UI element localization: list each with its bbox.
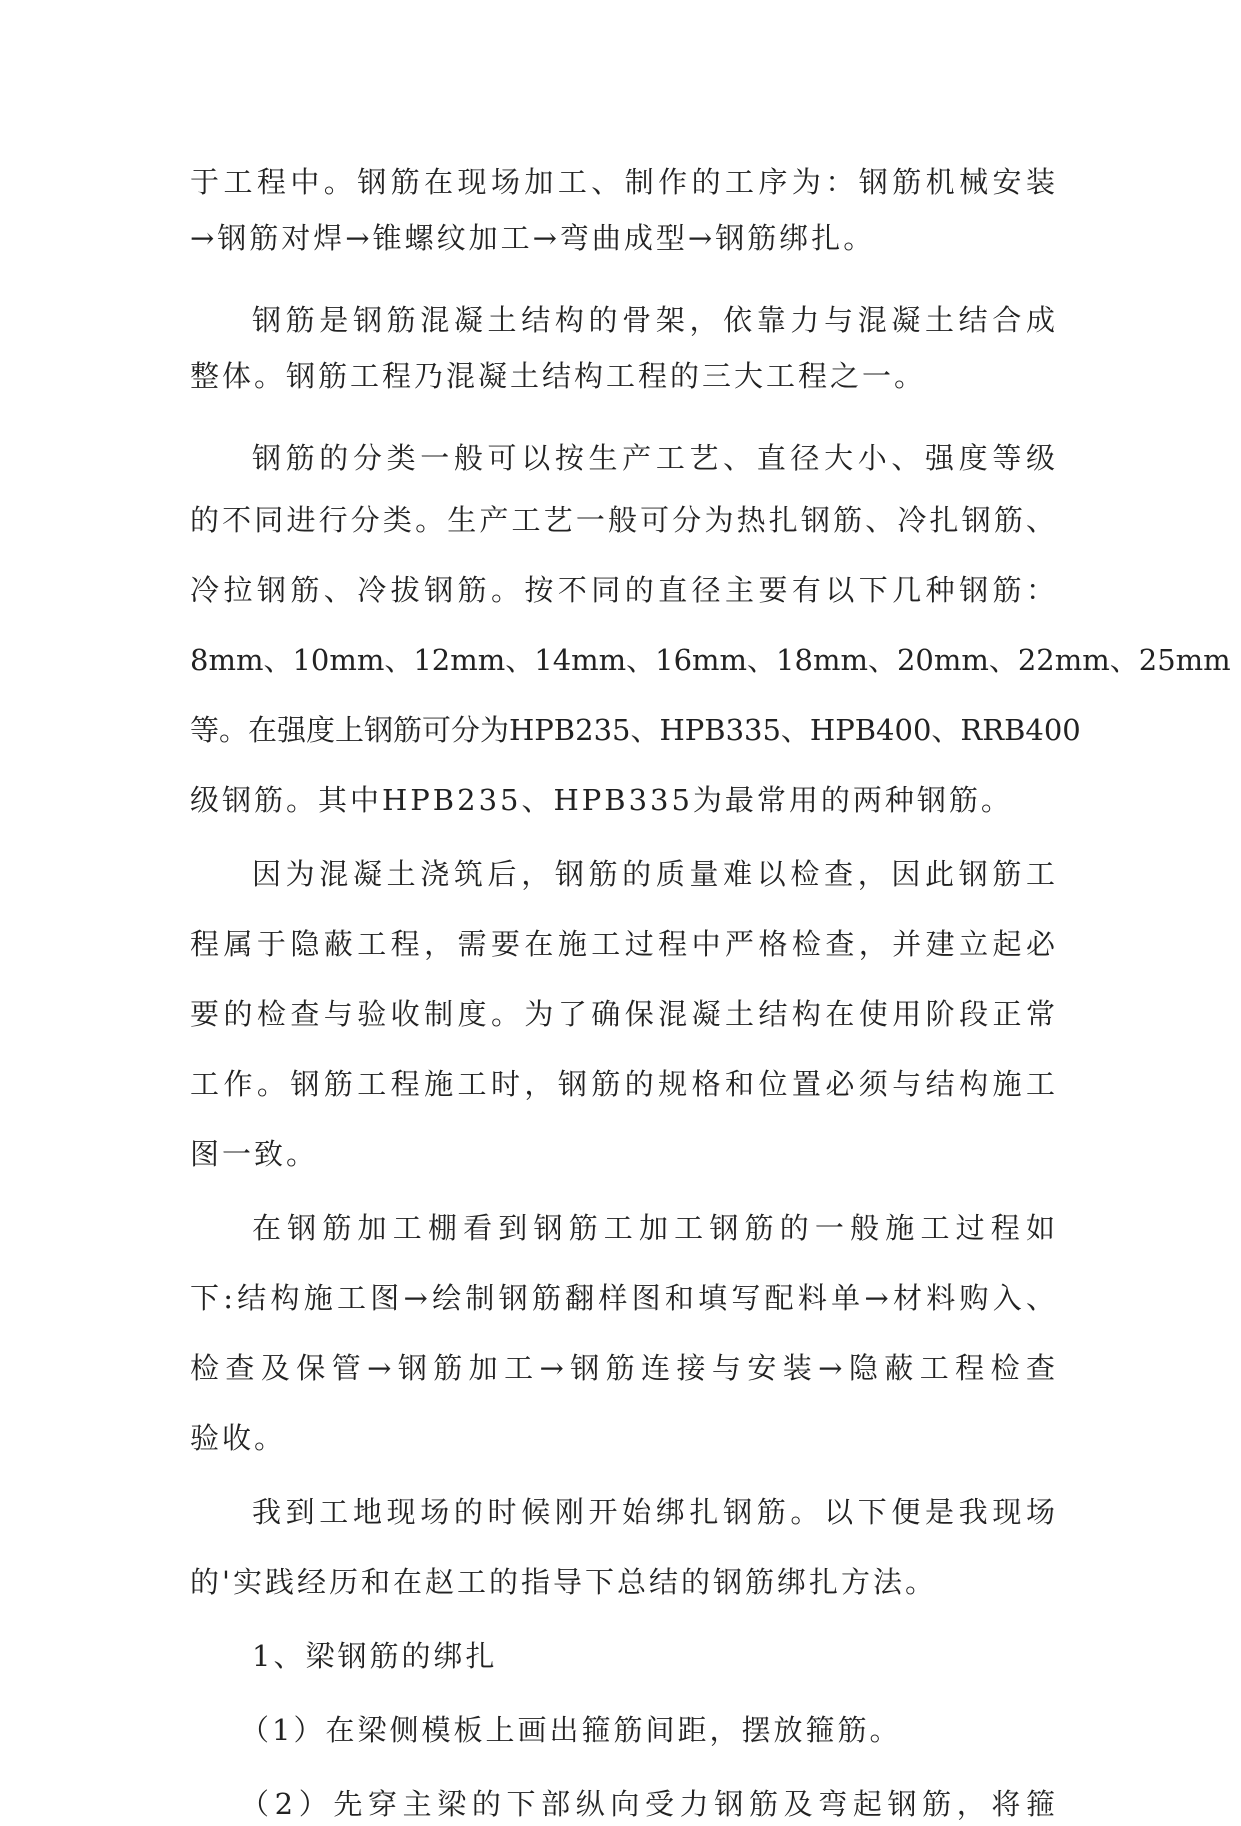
text-line: 等。在强度上钢筋可分为HPB235、HPB335、HPB400、RRB400 [190,713,1081,747]
text-line: 8mm、10mm、12mm、14mm、16mm、18mm、20mm、22mm、25mm [190,643,1231,677]
text-line: 于工程中。钢筋在现场加工、制作的工序为：钢筋机械安装 [190,165,1055,199]
section-heading: 1、梁钢筋的绑扎 [252,1639,498,1673]
text-line: 的'实践经历和在赵工的指导下总结的钢筋绑扎方法。 [190,1565,937,1599]
text-line: 级钢筋。其中HPB235、HPB335为最常用的两种钢筋。 [190,783,1013,817]
text-line: 要的检查与验收制度。为了确保混凝土结构在使用阶段正常 [190,997,1055,1031]
paragraph-start-line: 在钢筋加工棚看到钢筋工加工钢筋的一般施工过程如 [252,1211,1055,1245]
text-line: 检查及保管→钢筋加工→钢筋连接与安装→隐蔽工程检查 [190,1351,1055,1385]
text-line: 的不同进行分类。生产工艺一般可分为热扎钢筋、冷扎钢筋、 [190,503,1055,537]
list-item: （2）先穿主梁的下部纵向受力钢筋及弯起钢筋，将箍 [240,1787,1055,1821]
text-line: →钢筋对焊→锥螺纹加工→弯曲成型→钢筋绑扎。 [190,221,876,255]
text-line: 程属于隐蔽工程，需要在施工过程中严格检查，并建立起必 [190,927,1055,961]
paragraph-start-line: 钢筋的分类一般可以按生产工艺、直径大小、强度等级 [252,441,1055,475]
text-line: 整体。钢筋工程乃混凝土结构工程的三大工程之一。 [190,359,927,393]
paragraph-start-line: 我到工地现场的时候刚开始绑扎钢筋。以下便是我现场 [252,1495,1055,1529]
text-line: 验收。 [190,1421,287,1455]
text-line: 下:结构施工图→绘制钢筋翻样图和填写配料单→材料购入、 [190,1281,1055,1315]
text-line: 图一致。 [190,1137,319,1171]
text-line: 工作。钢筋工程施工时，钢筋的规格和位置必须与结构施工 [190,1067,1055,1101]
paragraph-start-line: 因为混凝土浇筑后，钢筋的质量难以检查，因此钢筋工 [252,857,1055,891]
text-line: 冷拉钢筋、冷拔钢筋。按不同的直径主要有以下几种钢筋： [190,573,1055,607]
paragraph-start-line: 钢筋是钢筋混凝土结构的骨架，依靠力与混凝土结合成 [252,303,1055,337]
list-item: （1）在梁侧模板上画出箍筋间距，摆放箍筋。 [240,1713,902,1747]
